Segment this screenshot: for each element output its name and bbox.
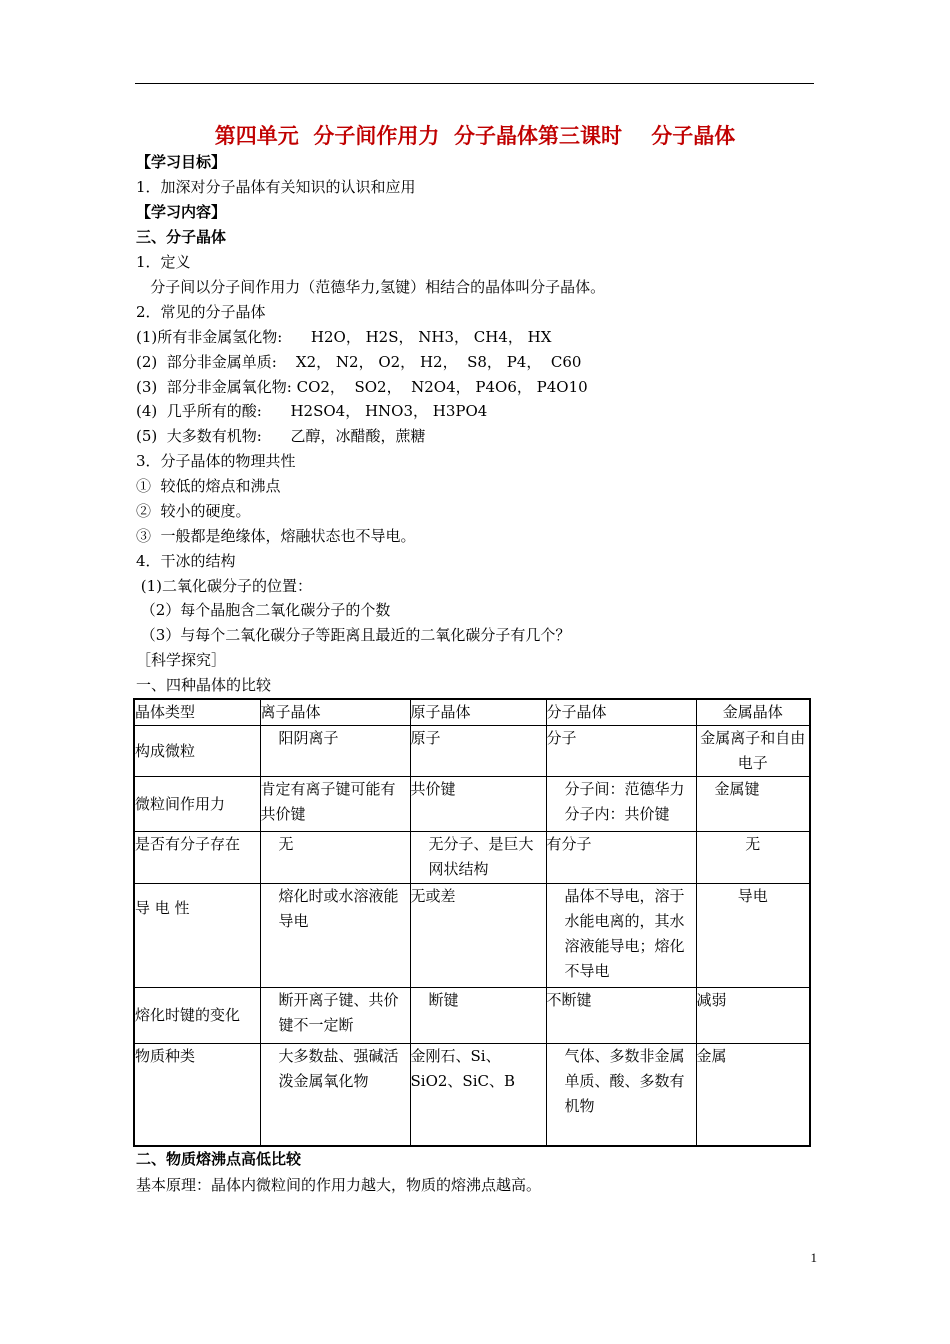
table-row [134, 777, 810, 832]
table-header-row [134, 699, 810, 726]
table-cell: 减弱 [696, 988, 810, 1044]
section-heading-melting-points: 二、物质熔沸点高低比较 [136, 1150, 302, 1168]
text-line: （3）与每个二氧化碳分子等距离且最近的二氧化碳分子有几个？ [136, 626, 571, 644]
table-cell: 阳阴离子 [260, 726, 410, 777]
table-cell: 肯定有离子键可能有共价键 [260, 777, 410, 832]
table-row [134, 726, 810, 777]
text-line: 1．定义 [136, 253, 191, 271]
text-line: (3) 部分非金属氧化物: CO2， SO2， N2O4， P4O6， P4O10 [136, 378, 588, 396]
row-label: 微粒间作用力 [134, 777, 260, 832]
table-cell: 断开离子键、共价键不一定断 [260, 988, 410, 1044]
text-line: 一、四种晶体的比较 [136, 676, 272, 694]
table-cell: 有分子 [546, 832, 696, 884]
text-line: ② 较小的硬度。 [136, 502, 251, 520]
text-line: 分子间以分子间作用力（范德华力,氢键）相结合的晶体叫分子晶体。 [136, 278, 606, 296]
table-row [134, 1044, 810, 1146]
text-line: ① 较低的熔点和沸点 [136, 477, 281, 495]
table-row [134, 988, 810, 1044]
section-heading-molecular-crystal: 三、分子晶体 [136, 228, 227, 246]
crystal-comparison-table [133, 698, 811, 1147]
table-row [134, 884, 810, 988]
header-cell: 分子晶体 [546, 699, 696, 726]
header-cell: 离子晶体 [260, 699, 410, 726]
text-line: (5) 大多数有机物: 乙醇，冰醋酸，蔗糖 [136, 427, 426, 445]
text-line: (1)所有非金属氢化物: H2O， H2S， NH3， CH4， HX [136, 328, 552, 346]
table-cell: 分子间：范德华力 分子内：共价键 [546, 777, 696, 832]
table-cell: 不断键 [546, 988, 696, 1044]
table-cell: 无 [260, 832, 410, 884]
table-cell: 断键 [410, 988, 546, 1044]
document-title: 第四单元 分子间作用力 分子晶体第三课时 分子晶体 [214, 124, 736, 148]
text-line: (2) 部分非金属单质: X2， N2， O2， H2， S8， P4， C60 [136, 353, 582, 371]
header-cell: 金属晶体 [696, 699, 810, 726]
text-line: 4．干冰的结构 [136, 552, 236, 570]
row-label: 导 电 性 [134, 884, 260, 988]
table-cell: 无 [696, 832, 810, 884]
section-heading-content: 【学习内容】 [136, 203, 227, 221]
header-cell: 晶体类型 [134, 699, 260, 726]
table-cell: 分子 [546, 726, 696, 777]
table-cell: 金属离子和自由电子 [696, 726, 810, 777]
table-cell: 气体、多数非金属单质、酸、多数有机物 [546, 1044, 696, 1146]
text-line: (1)二氧化碳分子的位置： [136, 577, 313, 595]
table-cell: 无分子、是巨大网状结构 [410, 832, 546, 884]
text-line: ③ 一般都是绝缘体，熔融状态也不导电。 [136, 527, 416, 545]
text-line: 3．分子晶体的物理共性 [136, 452, 296, 470]
objective-item: 1．加深对分子晶体有关知识的认识和应用 [136, 178, 416, 196]
text-line: ［科学探究］ [136, 651, 227, 669]
row-label: 物质种类 [134, 1044, 260, 1146]
table-row [134, 832, 810, 884]
text-line: 2．常见的分子晶体 [136, 303, 266, 321]
table-cell: 导电 [696, 884, 810, 988]
table-cell: 晶体不导电，溶于水能电离的，其水溶液能导电；熔化不导电 [546, 884, 696, 988]
text-line: 基本原理：晶体内微粒间的作用力越大，物质的熔沸点越高。 [136, 1176, 542, 1194]
row-label: 熔化时键的变化 [134, 988, 260, 1044]
text-line: (4) 几乎所有的酸: H2SO4， HNO3， H3PO4 [136, 402, 488, 420]
table-cell: 金属 [696, 1044, 810, 1146]
page-number: 1 [810, 1250, 817, 1265]
table-cell: 熔化时或水溶液能导电 [260, 884, 410, 988]
row-label: 是否有分子存在 [134, 832, 260, 884]
table-cell: 共价键 [410, 777, 546, 832]
table-cell: 大多数盐、强碱活泼金属氧化物 [260, 1044, 410, 1146]
table-cell: 原子 [410, 726, 546, 777]
section-heading-objectives: 【学习目标】 [136, 153, 227, 171]
header-rule [135, 83, 814, 84]
text-line: （2）每个晶胞含二氧化碳分子的个数 [136, 601, 391, 619]
table-cell: 金刚石、Si、SiO2、SiC、B [410, 1044, 546, 1146]
table-cell: 无或差 [410, 884, 546, 988]
header-cell: 原子晶体 [410, 699, 546, 726]
row-label: 构成微粒 [134, 726, 260, 777]
table-cell: 金属键 [696, 777, 810, 832]
